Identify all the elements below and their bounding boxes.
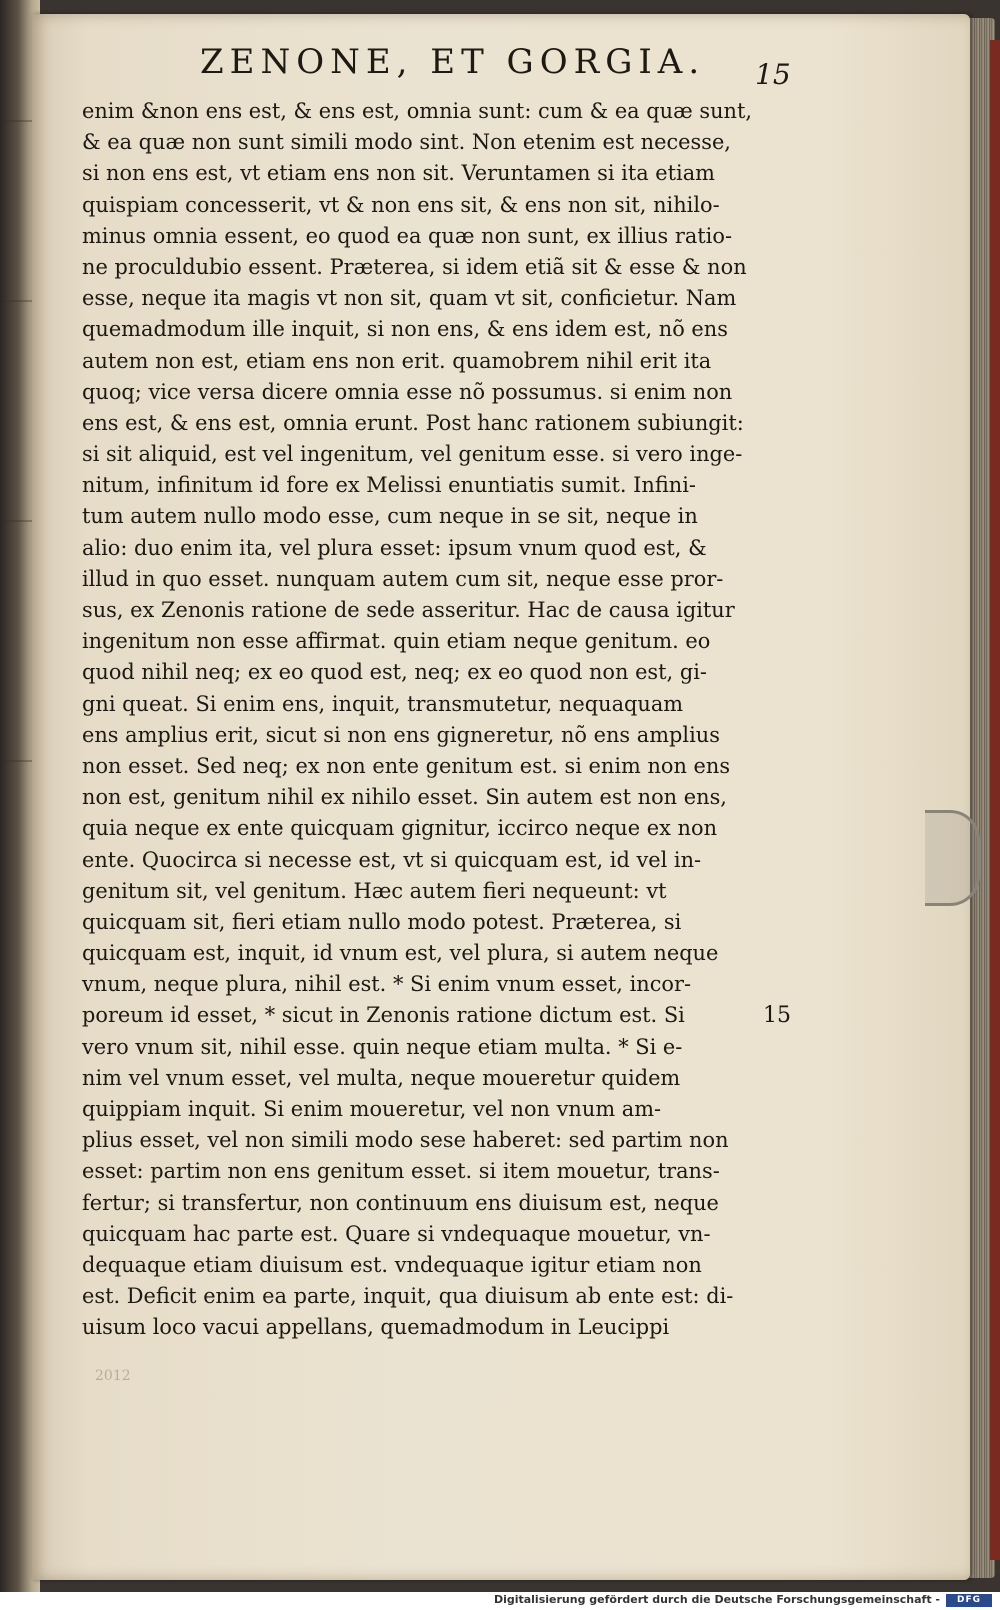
text-line: dequaque etiam diuisum est. vndequaque igitur etiam non <box>82 1252 702 1278</box>
page-clip <box>925 810 980 906</box>
text-line: ne proculdubio essent. Præterea, si idem etiã sit & esse & non <box>82 254 747 280</box>
text-line: quod nihil neq; ex eo quod est, neq; ex eo quod non est, gi- <box>82 660 707 686</box>
text-line: ens amplius erit, sicut si non ens gigneretur, nõ ens amplius <box>82 722 720 748</box>
facing-page-ghost-line <box>4 300 34 302</box>
text-line: quispiam concesserit, vt & non ens sit, & ens non sit, nihilo- <box>82 192 720 218</box>
book-cover-edge <box>990 40 1000 1560</box>
text-line: si non ens est, vt etiam ens non sit. Veruntamen si ita etiam <box>82 161 715 187</box>
text-line: plius esset, vel non simili modo sese haberet: sed partim non <box>82 1128 729 1154</box>
text-line: est. Deficit enim ea parte, inquit, qua diuisum ab ente est: di- <box>82 1284 734 1310</box>
text-line: gni queat. Si enim ens, inquit, transmutetur, nequaquam <box>82 691 684 717</box>
text-line: poreum id esset, * sicut in Zenonis ratione dictum est. Si <box>82 1003 685 1029</box>
text-line: genitum sit, vel genitum. Hæc autem fieri nequeunt: vt <box>82 878 667 904</box>
facing-page-ghost-line <box>4 520 34 522</box>
text-line: nim vel vnum esset, vel multa, neque moueretur quidem <box>82 1065 681 1091</box>
text-line: alio: duo enim ita, vel plura esset: ipsum vnum quod est, & <box>82 535 707 561</box>
text-line: non esset. Sed neq; ex non ente genitum est. si enim non ens <box>82 753 731 779</box>
margin-line-number: 15 <box>763 1003 791 1028</box>
page-number: 15 <box>755 58 791 91</box>
text-line: autem non est, etiam ens non erit. quamobrem nihil erit ita <box>82 348 712 374</box>
text-line: esse, neque ita magis vt non sit, quam vt sit, conficietur. Nam <box>82 286 737 312</box>
text-line: ingenitum non esse affirmat. quin etiam neque genitum. eo <box>82 629 711 655</box>
text-line: quippiam inquit. Si enim moueretur, vel non vnum am- <box>82 1097 662 1122</box>
footer-credit: Digitalisierung gefördert durch die Deutsche Forschungsgemeinschaft - <box>493 1593 940 1606</box>
text-line: ens est, & ens est, omnia erunt. Post hanc rationem subiungit: <box>82 410 744 436</box>
text-line: minus omnia essent, eo quod ea quæ non sunt, ex illius ratio- <box>82 223 733 249</box>
text-line: si sit aliquid, est vel ingenitum, vel genitum esse. si vero inge- <box>82 442 743 468</box>
footer-bar <box>0 1592 1000 1610</box>
text-line: illud in quo esset. nunquam autem cum sit, neque esse pror- <box>82 566 724 592</box>
facing-page-ghost-line <box>4 120 34 122</box>
faint-stamp: 2012 <box>95 1368 131 1384</box>
dfg-logo-icon: DFG <box>946 1594 992 1607</box>
text-line: quicquam hac parte est. Quare si vndequaque mouetur, vn- <box>82 1221 711 1247</box>
text-line: vnum, neque plura, nihil est. * Si enim vnum esset, incor- <box>82 972 692 998</box>
text-line: fertur; si transfertur, non continuum ens diuisum est, neque <box>82 1190 719 1216</box>
text-line: tum autem nullo modo esse, cum neque in se sit, neque in <box>82 504 698 530</box>
facing-page-ghost-line <box>4 760 34 762</box>
text-line: vero vnum sit, nihil esse. quin neque etiam multa. * Si e- <box>82 1034 683 1060</box>
text-line: quicquam est, inquit, id vnum est, vel plura, si autem neque <box>82 941 719 967</box>
text-line: & ea quæ non sunt simili modo sint. Non etenim est necesse, <box>82 130 731 156</box>
text-line: uisum loco vacui appellans, quemadmodum in Leucippi <box>82 1315 670 1341</box>
text-line: non est, genitum nihil ex nihilo esset. Sin autem est non ens, <box>82 785 727 811</box>
text-line: quoq; vice versa dicere omnia esse nõ possumus. si enim non <box>82 379 733 405</box>
text-line: nitum, infinitum id fore ex Melissi enuntiatis sumit. Infini- <box>82 473 696 499</box>
running-head: ZENONE, ET GORGIA. <box>200 42 706 82</box>
text-line: enim &non ens est, & ens est, omnia sunt: cum & ea quæ sunt, <box>82 99 753 124</box>
text-line: esset: partim non ens genitum esset. si item mouetur, trans- <box>82 1159 720 1185</box>
text-line: quemadmodum ille inquit, si non ens, & ens idem est, nõ ens <box>82 317 728 343</box>
text-line: ente. Quocirca si necesse est, vt si quicquam est, id vel in- <box>82 847 702 873</box>
text-line: quia neque ex ente quicquam gignitur, iccirco neque ex non <box>82 816 718 842</box>
text-line: quicquam sit, fieri etiam nullo modo potest. Præterea, si <box>82 909 682 935</box>
text-line: sus, ex Zenonis ratione de sede asseritur. Hac de causa igitur <box>82 598 735 623</box>
body-text <box>82 96 782 1344</box>
